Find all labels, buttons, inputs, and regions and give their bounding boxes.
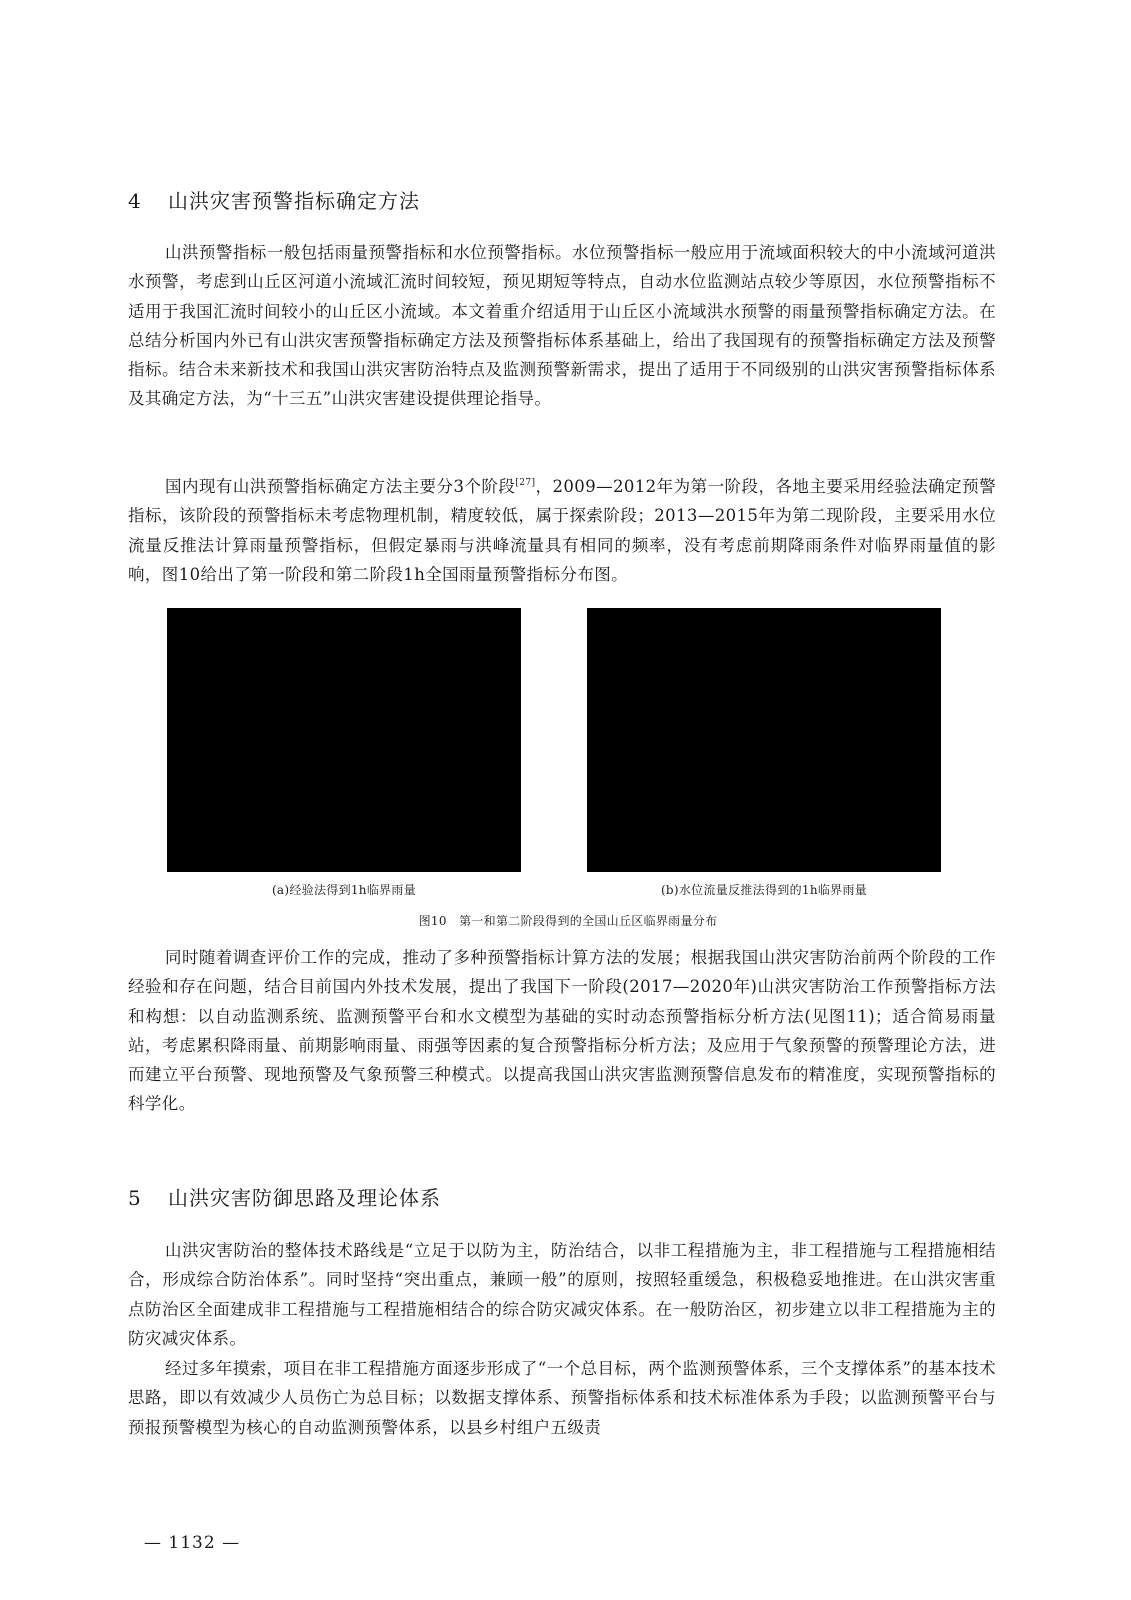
section-4-title: 山洪灾害预警指标确定方法 [168,189,420,213]
section-5-paragraph-2: 经过多年摸索，项目在非工程措施方面逐步形成了“一个总目标，两个监测预警体系，三个支撑体系”的基本技术思路，即以有效减少人员伤亡为总目标；以数据支撑体系、预警指标体系和技术标准体系为手段；以监测预警平台与预报预警模型为核心的自动监测预警体系，以县乡村组户五级责 [128,1359,996,1437]
paragraph-2-lead: 国内现有山洪预警指标确定方法主要分3个阶段 [165,477,516,496]
section-4-paragraph-3: 同时随着调查评价工作的完成，推动了多种预警指标计算方法的发展；根据我国山洪灾害防治前两个阶段的工作经验和存在问题，结合目前国内外技术发展，提出了我国下一阶段(2017—2020年)山洪灾害防治工作预警指标方法和构想：以自动监测系统、监测预警平台和水文模型为基础的实时动态预警指标分析方法(见图11)；适合简易雨量站，考虑累积降雨量、前期影响雨量、雨强等因素的复合预警指标分析方法；及应用于气象预警的预警理论方法，进而建立平台预警、现地预警及气象预警三种模式。以提高我国山洪灾害监测预警信息发布的精准度，实现预警指标的科学化。 [128,948,996,1114]
figure-10a-map [167,608,521,872]
section-4-paragraph-1: 山洪预警指标一般包括雨量预警指标和水位预警指标。水位预警指标一般应用于流域面积较大的中小流域河道洪水预警，考虑到山丘区河道小流域汇流时间较短，预见期短等特点，自动水位监测站点较少等原因，水位预警指标不适用于我国汇流时间较小的山丘区小流域。本文着重介绍适用于山丘区小流域洪水预警的雨量预警指标确定方法。在总结分析国内外已有山洪灾害预警指标确定方法及预警指标体系基础上，给出了我国现有的预警指标确定方法及预警指标。结合未来新技术和我国山洪灾害防治特点及监测预警新需求，提出了适用于不同级别的山洪灾害预警指标体系及其确定方法，为“十三五”山洪灾害建设提供理论指导。 [128,243,996,409]
section-5-heading [128,1182,441,1211]
figure-10b-map [587,608,941,872]
citation-ref: [27] [515,478,536,488]
paper-page [128,0,1008,1600]
section-5-paragraph-1: 山洪灾害防治的整体技术路线是“立足于以防为主，防治结合，以非工程措施为主，非工程措施与工程措施相结合，形成综合防治体系”。同时坚持“突出重点，兼顾一般”的原则，按照轻重缓急，积极稳妥地推进。在山洪灾害重点防治区全面建成非工程措施与工程措施相结合的综合防灾减灾体系。在一般防治区，初步建立以非工程措施为主的防灾减灾体系。 [128,1241,996,1348]
figure-10b-caption: (b)水位流量反推法得到的1h临界雨量 [660,883,868,897]
paragraph-2-body: 2009—2012年为第一阶段，各地主要采用经验法确定预警指标，该阶段的预警指标未考虑物理机制，精度较低，属于探索阶段；2013—2015年为第二现阶段，主要采用水位流量反推法计算雨量预警指标，但假定暴雨与洪峰流量具有相同的频率，没有考虑前期降雨条件对临界雨量值的影响，图10给出了第一阶段和第二阶段1h全国雨量预警指标分布图。 [128,477,996,584]
page-number: — 1132 — [144,1533,241,1553]
section-5-number: 5 [128,1186,142,1210]
section-4-number: 4 [128,189,142,213]
figure-10a-caption: (a)经验法得到1h临界雨量 [271,883,417,897]
figure-10-caption: 图10 第一和第二阶段得到的全国山丘区临界雨量分布 [418,914,718,928]
section-4-paragraph-2 [128,472,996,589]
section-5-title: 山洪灾害防御思路及理论体系 [168,1186,441,1210]
paragraph-2-comma: ， [535,477,553,496]
section-4-heading [128,185,420,214]
